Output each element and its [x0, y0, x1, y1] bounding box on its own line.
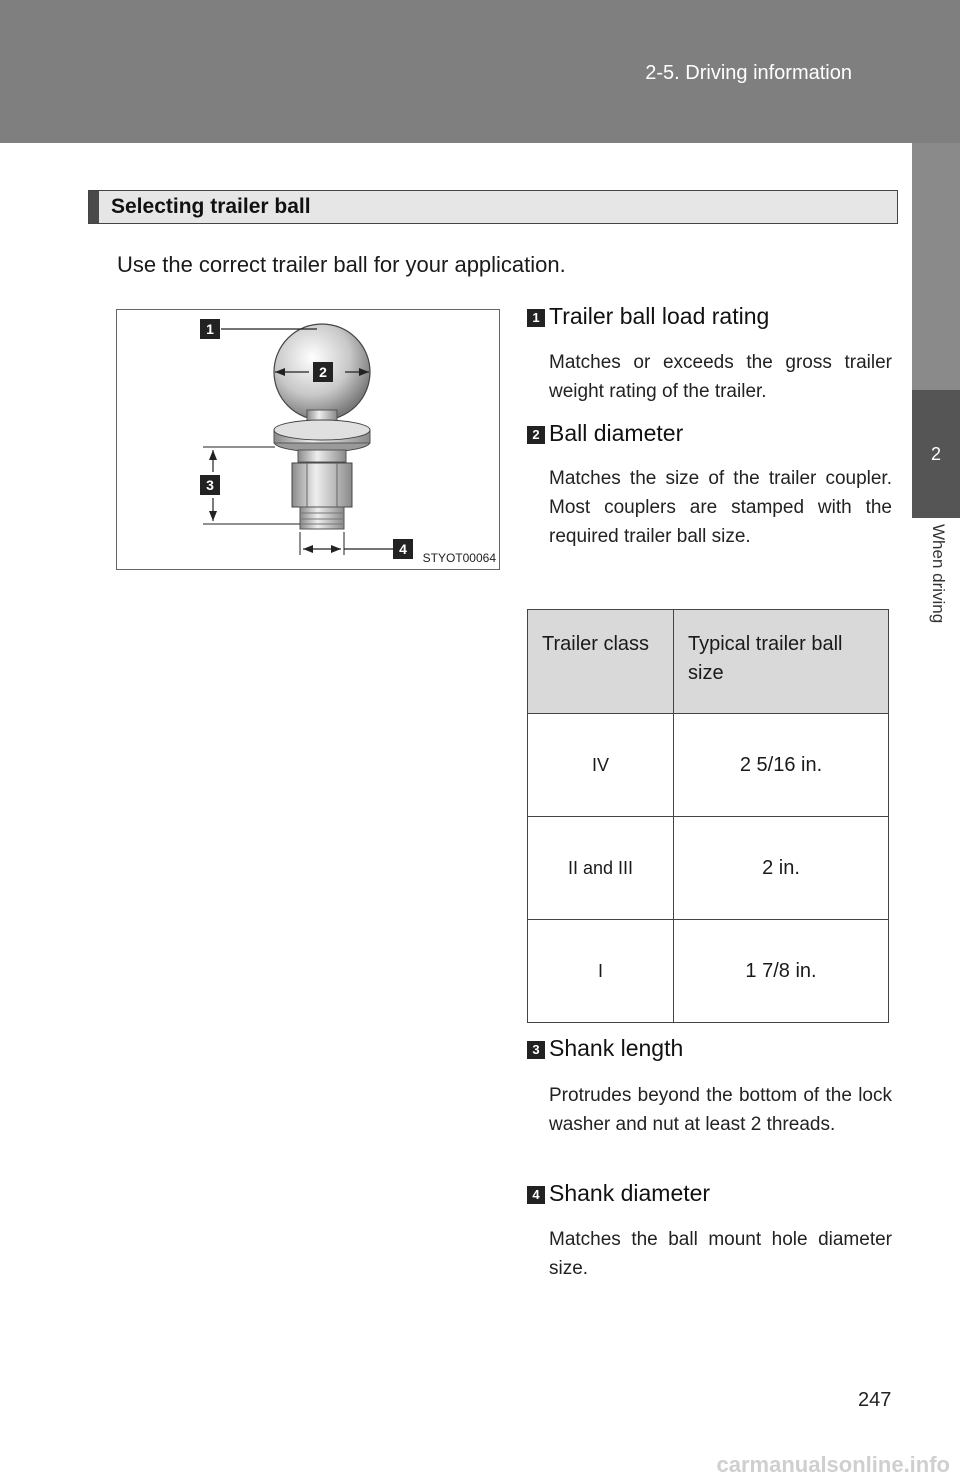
callout-2: [313, 362, 333, 382]
table-row: [528, 817, 889, 920]
svg-text:4: 4: [399, 541, 407, 557]
watermark[interactable]: carmanualsonline.info: [716, 1452, 950, 1477]
item-2-number: 2: [527, 426, 545, 444]
heading-accent-bar: [89, 191, 99, 223]
page-number: 247: [858, 1389, 892, 1411]
class-cell: I: [528, 920, 674, 1023]
item-2-title-text: Ball diameter: [549, 420, 684, 446]
chapter-number-tab[interactable]: 2: [912, 390, 960, 518]
callout-4: [393, 539, 413, 559]
item-1-number: 1: [527, 309, 545, 327]
item-1-title: [527, 303, 769, 330]
svg-text:1: 1: [206, 321, 214, 337]
side-tab-top: [912, 143, 960, 390]
item-2-text: Matches the size of the trailer coupler. Most couplers are stamped with the required trailer ball size.: [549, 468, 892, 547]
item-4-title: [527, 1180, 710, 1207]
section-title-text: 2-5. Driving information: [645, 62, 852, 84]
trailer-class-table: [527, 609, 889, 1023]
trailer-ball-figure: [116, 309, 500, 570]
item-1-title-text: Trailer ball load rating: [549, 303, 770, 329]
svg-text:3: 3: [206, 477, 214, 493]
item-3-title-text: Shank length: [549, 1035, 684, 1061]
table-row: [528, 714, 889, 817]
callout-1: [200, 319, 220, 339]
item-3-number: 3: [527, 1041, 545, 1059]
item-4-text: Matches the ball mount hole diameter size.: [549, 1229, 892, 1279]
section-heading: [88, 190, 898, 224]
size-cell: 2 in.: [674, 817, 889, 920]
table-row: [528, 920, 889, 1023]
class-cell: IV: [528, 714, 674, 817]
svg-text:2: 2: [319, 364, 327, 380]
item-1-text: Matches or exceeds the gross trailer weight rating of the trailer.: [549, 352, 892, 402]
size-cell: 2 5/16 in.: [674, 714, 889, 817]
item-3-text: Protrudes beyond the bottom of the lock washer and nut at least 2 threads.: [549, 1085, 892, 1135]
header-trailer-class: Trailer class: [528, 610, 674, 714]
section-heading-text: Selecting trailer ball: [111, 195, 311, 218]
table-header-row: [528, 610, 889, 714]
callout-3: [200, 475, 220, 495]
size-cell: 1 7/8 in.: [674, 920, 889, 1023]
figure-code: STYOT00064: [422, 551, 496, 565]
class-cell: II and III: [528, 817, 674, 920]
intro-text: Use the correct trailer ball for your application.: [117, 252, 566, 277]
item-4-title-text: Shank diameter: [549, 1180, 711, 1206]
item-3-title: [527, 1035, 683, 1062]
trailer-ball-illustration: [117, 310, 499, 569]
header-ball-size: Typical trailer ball size: [674, 610, 889, 714]
chapter-label: When driving: [929, 524, 948, 624]
item-4-number: 4: [527, 1186, 545, 1204]
item-2-title: [527, 420, 683, 447]
chapter-label-tab: [912, 518, 960, 698]
